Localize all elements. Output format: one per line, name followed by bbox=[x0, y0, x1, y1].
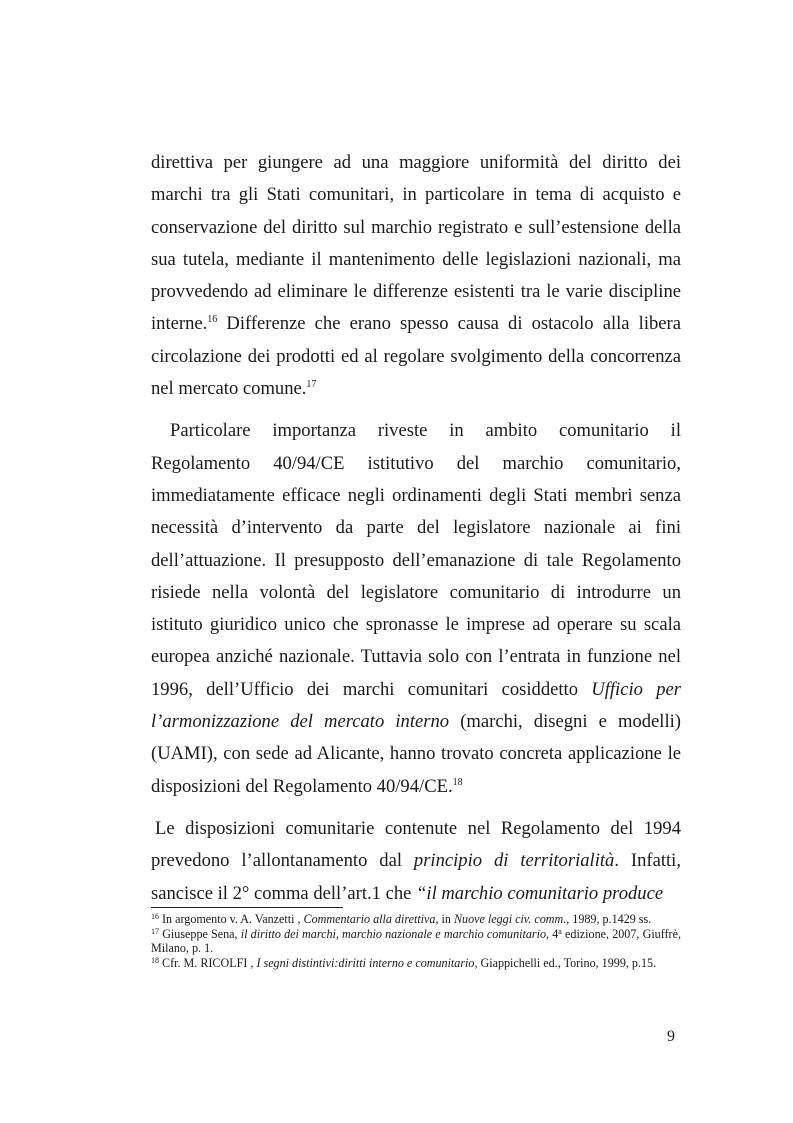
footnote-text: , Giappichelli ed., Torino, 1999, p.15. bbox=[474, 956, 657, 971]
paragraph-3-text-b: . Infatti, sancisce il 2° comma dell’art.1 che bbox=[151, 850, 681, 904]
footnote-ref-17: 17 bbox=[306, 379, 317, 391]
paragraph-3-italic-2: “il marchio comunitario produce bbox=[416, 882, 664, 904]
footnote-18 bbox=[151, 956, 681, 970]
body-text bbox=[151, 147, 681, 910]
footnotes bbox=[151, 912, 681, 971]
paragraph-3-text-a: Le disposizioni comunitarie contenute nel Regolamento del 1994 prevedono l’allontanamento dal bbox=[151, 817, 681, 872]
footnote-text: 1989, p.1429 ss. bbox=[569, 912, 652, 926]
footnote-separator bbox=[151, 907, 343, 908]
page-number: 9 bbox=[667, 1028, 675, 1045]
footnote-text: In argomento v. A. Vanzetti , bbox=[162, 912, 304, 926]
footnote-17 bbox=[151, 927, 681, 955]
paragraph-1 bbox=[151, 147, 681, 405]
footnote-16 bbox=[151, 912, 681, 926]
footnote-superscript: a bbox=[558, 927, 562, 937]
footnote-ref-18: 18 bbox=[452, 776, 463, 788]
footnote-number: 17 bbox=[151, 927, 159, 937]
footnote-text: Giuseppe Sena, bbox=[162, 927, 241, 942]
footnote-text: edizione, 2007, Giuffrè, Milano, p. 1. bbox=[151, 927, 681, 956]
footnote-text: 4 bbox=[549, 927, 559, 942]
paragraph-2-italic: Ufficio per l’armonizzazione del mercato interno bbox=[151, 678, 681, 733]
paragraph-1-text-a: direttiva per giungere ad una maggiore uniformità del diritto dei marchi tra gli Stati comunitari, in particolare in tema di acquisto e conservazione del diritto sul marchio registrato e sull’estensione della sua tutela, mediante il mantenimento delle legislazioni nazionali, ma provvedendo ad eliminare le differenze esistenti tra le varie discipline interne. bbox=[151, 152, 681, 335]
paragraph-3-italic-1: principio di territorialità bbox=[413, 850, 615, 872]
paragraph-2-text-b: (marchi, disegni e modelli) (UAMI), con sede ad Alicante, hanno trovato concreta applicazione le disposizioni del Regolamento 40/94/CE. bbox=[151, 711, 681, 797]
paragraph-1-text-b: Differenze che erano spesso causa di ostacolo alla libera circolazione dei prodotti ed al regolare svolgimento della concorrenza nel mercato comune. bbox=[151, 313, 681, 400]
paragraph-2-text-a: Particolare importanza riveste in ambito comunitario il Regolamento 40/94/CE istitutivo del marchio comunitario, immediatamente efficace negli ordinamenti degli Stati membri senza necessità d’intervento da parte del legislatore nazionale ai fini dell’attuazione. Il presupposto dell’emanazione di tale Regolamento risiede nella volontà del legislatore comunitario di introdurre un istituto giuridico unico che spronasse le imprese ad operare su scala europea anziché nazionale. Tuttavia solo con l’entrata in funzione nel 1996, dell’Ufficio dei marchi comunitari cosiddetto bbox=[151, 420, 681, 700]
footnote-italic: il diritto dei marchi, marchio nazionale e marchio comunitario, bbox=[240, 927, 550, 942]
footnote-number: 16 bbox=[151, 912, 159, 921]
paragraph-3 bbox=[151, 813, 681, 910]
footnote-italic: I segni distintivi:diritti interno e comunitario bbox=[256, 956, 475, 971]
paragraph-2 bbox=[151, 415, 681, 803]
footnote-text: in bbox=[438, 912, 454, 926]
footnote-number: 18 bbox=[151, 956, 159, 966]
footnote-italic: Commentario alla direttiva, bbox=[303, 912, 439, 926]
footnote-ref-16: 16 bbox=[207, 314, 218, 326]
footnote-italic: Nuove leggi civ. comm., bbox=[453, 912, 570, 926]
footnote-text: Cfr. M. RICOLFI , bbox=[162, 956, 257, 971]
